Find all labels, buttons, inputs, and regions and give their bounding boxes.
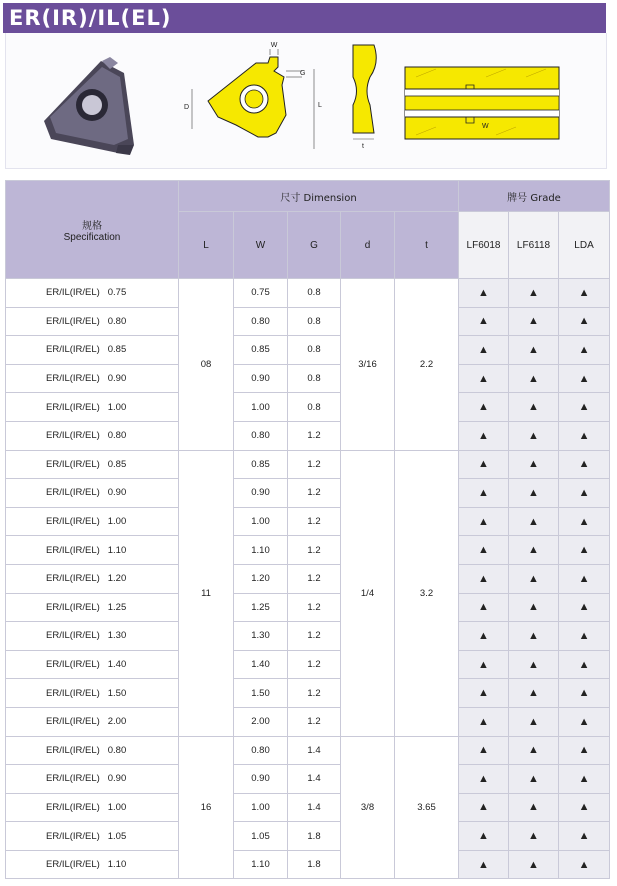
- grade-lf6118-mark: ▲: [509, 736, 559, 765]
- spec-cell: ER/IL(IR/EL) 2.00: [6, 707, 179, 736]
- table-row: [6, 307, 610, 336]
- grade-lf6018-mark: ▲: [459, 793, 509, 822]
- grade-lf6118-mark: ▲: [509, 336, 559, 365]
- g-cell: 1.2: [288, 450, 341, 479]
- grade-lf6018-mark: ▲: [459, 307, 509, 336]
- grade-lda-mark: ▲: [559, 736, 610, 765]
- table-row: [6, 650, 610, 679]
- g-cell: 0.8: [288, 279, 341, 308]
- grade-lda-mark: ▲: [559, 679, 610, 708]
- label-g: G: [300, 70, 306, 77]
- table-row: [6, 450, 610, 479]
- w-cell: 1.10: [234, 850, 288, 879]
- table-row: [6, 593, 610, 622]
- spec-header: [6, 181, 179, 279]
- label-d: D: [183, 104, 189, 111]
- col-t: t: [395, 212, 459, 279]
- col-grade-lf6118: LF6118: [509, 212, 559, 279]
- col-grade-lf6018: LF6018: [459, 212, 509, 279]
- spec-cell: ER/IL(IR/EL) 1.25: [6, 593, 179, 622]
- grade-lda-mark: ▲: [559, 650, 610, 679]
- label-l: L: [318, 102, 322, 109]
- table-row: [6, 850, 610, 879]
- w-cell: 1.00: [234, 393, 288, 422]
- w-cell: 0.80: [234, 736, 288, 765]
- grade-lf6118-mark: ▲: [509, 393, 559, 422]
- grade-lda-mark: ▲: [559, 450, 610, 479]
- w-cell: 1.05: [234, 822, 288, 851]
- spec-cell: ER/IL(IR/EL) 1.20: [6, 564, 179, 593]
- grade-lf6018-mark: ▲: [459, 336, 509, 365]
- table-row: [6, 421, 610, 450]
- spec-cell: ER/IL(IR/EL) 1.00: [6, 507, 179, 536]
- spec-cell: ER/IL(IR/EL) 0.90: [6, 765, 179, 794]
- spec-header-cn: 规格: [82, 220, 102, 232]
- grade-lda-mark: ▲: [559, 793, 610, 822]
- grade-lf6018-mark: ▲: [459, 822, 509, 851]
- grade-lf6118-mark: ▲: [509, 650, 559, 679]
- w-cell: 1.20: [234, 564, 288, 593]
- grade-lf6118-mark: ▲: [509, 364, 559, 393]
- col-G: G: [288, 212, 341, 279]
- grade-lf6018-mark: ▲: [459, 707, 509, 736]
- grade-lf6018-mark: ▲: [459, 650, 509, 679]
- grade-lf6018-mark: ▲: [459, 765, 509, 794]
- col-L: L: [179, 212, 234, 279]
- spec-cell: ER/IL(IR/EL) 0.75: [6, 279, 179, 308]
- d-cell: 3/8: [341, 736, 395, 879]
- g-cell: 1.2: [288, 707, 341, 736]
- title-bar: [3, 3, 606, 33]
- grade-lf6018-mark: ▲: [459, 479, 509, 508]
- table-row: [6, 736, 610, 765]
- table-row: [6, 536, 610, 565]
- grade-lda-mark: ▲: [559, 707, 610, 736]
- w-cell: 2.00: [234, 707, 288, 736]
- grade-lf6118-mark: ▲: [509, 850, 559, 879]
- table-row: [6, 507, 610, 536]
- col-W: W: [234, 212, 288, 279]
- g-cell: 0.8: [288, 393, 341, 422]
- col-d: d: [341, 212, 395, 279]
- grade-lda-mark: ▲: [559, 622, 610, 651]
- w-cell: 0.90: [234, 479, 288, 508]
- grade-lda-mark: ▲: [559, 421, 610, 450]
- g-cell: 1.2: [288, 564, 341, 593]
- spec-cell: ER/IL(IR/EL) 0.85: [6, 450, 179, 479]
- grade-lf6018-mark: ▲: [459, 736, 509, 765]
- table-row: [6, 793, 610, 822]
- grade-lf6118-mark: ▲: [509, 450, 559, 479]
- table-row: [6, 336, 610, 365]
- table-row: [6, 707, 610, 736]
- grade-lf6018-mark: ▲: [459, 421, 509, 450]
- g-cell: 1.4: [288, 765, 341, 794]
- w-cell: 0.85: [234, 336, 288, 365]
- spec-cell: ER/IL(IR/EL) 0.80: [6, 307, 179, 336]
- l-cell: 08: [179, 279, 234, 451]
- grade-lf6118-mark: ▲: [509, 536, 559, 565]
- w-cell: 0.85: [234, 450, 288, 479]
- label-w: W: [270, 42, 278, 49]
- diagram-panel: [5, 33, 607, 169]
- table-row: [6, 822, 610, 851]
- dimension-header: 尺寸 Dimension: [179, 181, 459, 212]
- col-grade-lda: LDA: [559, 212, 610, 279]
- spec-cell: ER/IL(IR/EL) 1.10: [6, 850, 179, 879]
- grade-lda-mark: ▲: [559, 279, 610, 308]
- specification-table: [5, 180, 610, 879]
- w-cell: 1.25: [234, 593, 288, 622]
- grade-lf6118-mark: ▲: [509, 679, 559, 708]
- w-cell: 1.00: [234, 793, 288, 822]
- grade-lf6018-mark: ▲: [459, 536, 509, 565]
- w-cell: 0.75: [234, 279, 288, 308]
- grade-lda-mark: ▲: [559, 850, 610, 879]
- w-cell: 1.00: [234, 507, 288, 536]
- grade-lda-mark: ▲: [559, 536, 610, 565]
- grade-lf6118-mark: ▲: [509, 593, 559, 622]
- grade-lda-mark: ▲: [559, 765, 610, 794]
- w-cell: 1.10: [234, 536, 288, 565]
- grade-lf6018-mark: ▲: [459, 679, 509, 708]
- table-body: [6, 279, 610, 879]
- spec-header-en: Specification: [63, 231, 121, 243]
- insert-profile-drawing: [192, 49, 314, 149]
- label-t: t: [362, 143, 364, 150]
- table-row: [6, 279, 610, 308]
- d-cell: 3/16: [341, 279, 395, 451]
- grade-lda-mark: ▲: [559, 479, 610, 508]
- grade-lf6018-mark: ▲: [459, 564, 509, 593]
- grade-lda-mark: ▲: [559, 364, 610, 393]
- spec-cell: ER/IL(IR/EL) 0.80: [6, 421, 179, 450]
- grade-lf6018-mark: ▲: [459, 507, 509, 536]
- spec-cell: ER/IL(IR/EL) 0.90: [6, 364, 179, 393]
- w-cell: 0.90: [234, 765, 288, 794]
- g-cell: 1.2: [288, 593, 341, 622]
- spec-cell: ER/IL(IR/EL) 1.00: [6, 793, 179, 822]
- grade-lf6018-mark: ▲: [459, 364, 509, 393]
- g-cell: 1.8: [288, 822, 341, 851]
- g-cell: 1.2: [288, 479, 341, 508]
- g-cell: 1.2: [288, 536, 341, 565]
- w-cell: 0.80: [234, 307, 288, 336]
- w-cell: 1.50: [234, 679, 288, 708]
- table-row: [6, 622, 610, 651]
- insert-side-view: [353, 45, 376, 139]
- spec-cell: ER/IL(IR/EL) 1.00: [6, 393, 179, 422]
- spec-cell: ER/IL(IR/EL) 1.30: [6, 622, 179, 651]
- grade-lf6018-mark: ▲: [459, 450, 509, 479]
- g-cell: 1.4: [288, 793, 341, 822]
- spec-cell: ER/IL(IR/EL) 1.40: [6, 650, 179, 679]
- t-cell: 3.2: [395, 450, 459, 736]
- t-cell: 3.65: [395, 736, 459, 879]
- spec-cell: ER/IL(IR/EL) 1.10: [6, 536, 179, 565]
- w-cell: 1.30: [234, 622, 288, 651]
- insert-photo: [44, 57, 134, 155]
- spec-cell: ER/IL(IR/EL) 1.05: [6, 822, 179, 851]
- w-cell: 1.40: [234, 650, 288, 679]
- grade-lf6118-mark: ▲: [509, 479, 559, 508]
- grade-lf6118-mark: ▲: [509, 707, 559, 736]
- grade-lf6118-mark: ▲: [509, 507, 559, 536]
- g-cell: 1.2: [288, 622, 341, 651]
- label-w-groove: W: [482, 123, 489, 130]
- table-row: [6, 564, 610, 593]
- g-cell: 1.2: [288, 650, 341, 679]
- table-row: [6, 765, 610, 794]
- page-title: ER(IR)/IL(EL): [9, 6, 172, 30]
- spec-cell: ER/IL(IR/EL) 0.90: [6, 479, 179, 508]
- spec-cell: ER/IL(IR/EL) 1.50: [6, 679, 179, 708]
- insert-diagrams: [6, 33, 606, 168]
- grade-lf6018-mark: ▲: [459, 393, 509, 422]
- g-cell: 1.2: [288, 507, 341, 536]
- g-cell: 0.8: [288, 307, 341, 336]
- spec-cell: ER/IL(IR/EL) 0.80: [6, 736, 179, 765]
- grade-lf6118-mark: ▲: [509, 307, 559, 336]
- grade-lf6118-mark: ▲: [509, 279, 559, 308]
- grade-lf6118-mark: ▲: [509, 793, 559, 822]
- grade-lda-mark: ▲: [559, 564, 610, 593]
- d-cell: 1/4: [341, 450, 395, 736]
- l-cell: 11: [179, 450, 234, 736]
- w-cell: 0.80: [234, 421, 288, 450]
- g-cell: 0.8: [288, 336, 341, 365]
- g-cell: 1.4: [288, 736, 341, 765]
- grade-lf6118-mark: ▲: [509, 765, 559, 794]
- grade-lf6018-mark: ▲: [459, 622, 509, 651]
- table-row: [6, 393, 610, 422]
- grade-lf6018-mark: ▲: [459, 593, 509, 622]
- grade-lf6118-mark: ▲: [509, 822, 559, 851]
- grade-header: 牌号 Grade: [459, 181, 610, 212]
- grade-lf6018-mark: ▲: [459, 850, 509, 879]
- grade-lf6118-mark: ▲: [509, 564, 559, 593]
- grade-lda-mark: ▲: [559, 336, 610, 365]
- table-row: [6, 364, 610, 393]
- grade-lf6118-mark: ▲: [509, 421, 559, 450]
- spec-cell: ER/IL(IR/EL) 0.85: [6, 336, 179, 365]
- g-cell: 1.8: [288, 850, 341, 879]
- w-cell: 0.90: [234, 364, 288, 393]
- grade-lda-mark: ▲: [559, 393, 610, 422]
- g-cell: 0.8: [288, 364, 341, 393]
- grade-lda-mark: ▲: [559, 593, 610, 622]
- l-cell: 16: [179, 736, 234, 879]
- grade-lf6118-mark: ▲: [509, 622, 559, 651]
- grade-lda-mark: ▲: [559, 307, 610, 336]
- grade-lda-mark: ▲: [559, 507, 610, 536]
- grade-lda-mark: ▲: [559, 822, 610, 851]
- g-cell: 1.2: [288, 421, 341, 450]
- table-row: [6, 679, 610, 708]
- grade-lf6018-mark: ▲: [459, 279, 509, 308]
- t-cell: 2.2: [395, 279, 459, 451]
- table-row: [6, 479, 610, 508]
- g-cell: 1.2: [288, 679, 341, 708]
